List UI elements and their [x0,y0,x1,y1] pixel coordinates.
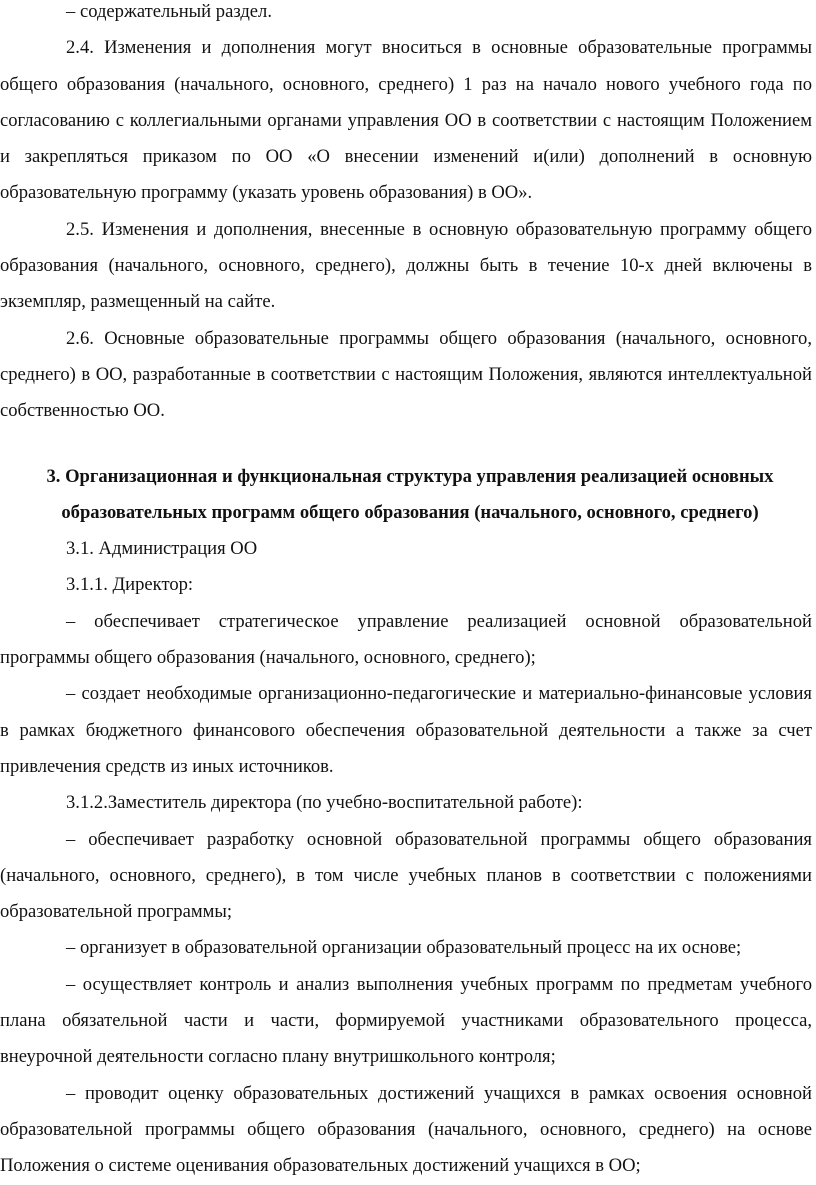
paragraph-3-1-2: 3.1.2.Заместитель директора (по учебно-воспитательной работе): [66,792,583,814]
paragraph-2-5: 2.5. Изменения и дополнения, внесенные в основную образовательную программу общего образования (начального, основного, среднего), должны быть в течение 10-х дней включены в экземпляр, размещенный на сайте. [0,218,812,313]
paragraph-content-section: – содержательный раздел. [66,1,272,22]
paragraph-deputy-duty-1: – обеспечивает разработку основной образовательной программы общего образования (начального, основного, среднего), в том числе учебных планов в соответствии с положениями образовательной программы; [0,828,812,923]
paragraph-3-1-1: 3.1.1. Директор: [66,574,194,596]
paragraph-deputy-duty-2: – организует в образовательной организации образовательный процесс на их основе; [66,937,742,959]
paragraph-director-duty-1: – обеспечивает стратегическое управление реализацией основной образовательной программы общего образования (начального, основного, среднего); [0,610,812,669]
paragraph-3-1: 3.1. Администрация ОО [66,538,258,560]
paragraph-2-4: 2.4. Изменения и дополнения могут вноситься в основные образовательные программы общего образования (начального, основного, среднего) 1 раз на начало нового учебного года по согласованию с коллегиальными органами управления ОО в соответствии с настоящим Положением и закрепляться приказом по ОО «О внесении изменений и(или) дополнений в основную образовательную программу (указать уровень образования) в ОО». [0,37,812,204]
paragraph-2-6: 2.6. Основные образовательные программы общего образования (начального, основного, среднего) в ОО, разработанные в соответствии с настоящим Положения, являются интеллектуальной собственностью ОО. [0,327,812,422]
section-3-heading: 3. Организационная и функциональная структура управления реализацией основных образовательных программ общего образования (начального, основного, среднего) [46,465,774,523]
paragraph-deputy-duty-4: – проводит оценку образовательных достижений учащихся в рамках освоения основной образовательной программы общего образования (начального, основного, среднего) на основе Положения о системе оценивания образовательных достижений учащихся в ОО; [0,1082,812,1177]
paragraph-director-duty-2: – создает необходимые организационно-педагогические и материально-финансовые условия в рамках бюджетного финансового обеспечения образовательной деятельности а также за счет привлечения средств из иных источников. [0,683,812,777]
paragraph-deputy-duty-3: – осуществляет контроль и анализ выполнения учебных программ по предметам учебного плана обязательной части и части, формируемой участниками образовательного процесса, внеурочной деятельности согласно плану внутришкольного контроля; [0,973,812,1068]
